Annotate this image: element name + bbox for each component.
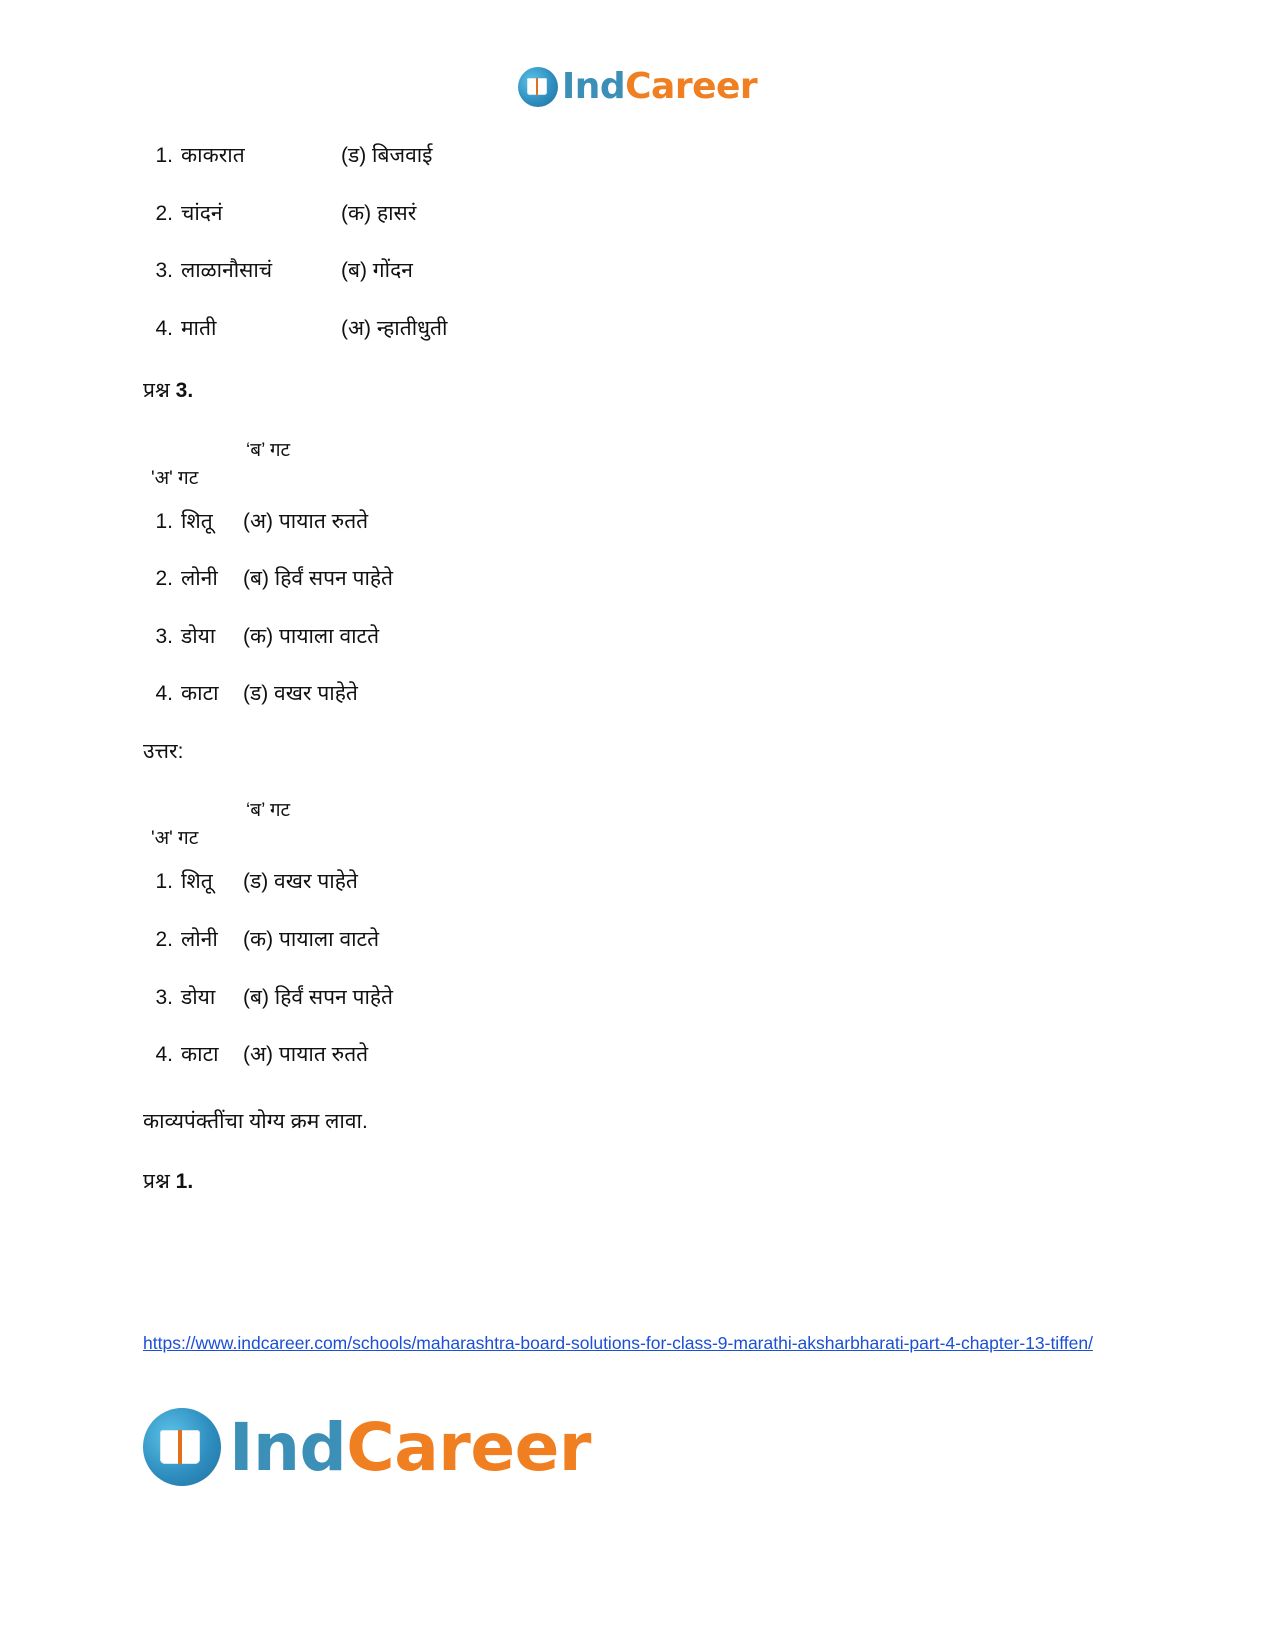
row-col-b: (अ) पायात रुतते — [243, 1043, 369, 1067]
row-col-b: (ड) वखर पाहेते — [243, 870, 358, 894]
row-col-a: लोनी — [181, 928, 218, 952]
question-3-column-headers — [143, 436, 1123, 506]
answer-table — [143, 866, 1123, 1071]
answer-table-top — [143, 140, 1123, 345]
footer-source-url[interactable]: https://www.indcareer.com/schools/maharashtra-board-solutions-for-class-9-marathi-aksharbharati-part-4-chapter-13-tiffen/ — [143, 1333, 1093, 1353]
list-item — [143, 866, 1123, 899]
question-3-number: 3. — [175, 379, 194, 403]
column-header-a: 'अ' गट — [151, 828, 199, 850]
question-3-label: प्रश्न — [143, 379, 176, 403]
question-3-table — [143, 506, 1123, 711]
row-col-a: चांदनं — [181, 201, 223, 225]
row-number: 1. — [155, 509, 173, 533]
list-item — [143, 982, 1123, 1015]
row-col-a: डोया — [181, 624, 216, 648]
answer-column-headers — [143, 796, 1123, 866]
answer-label: उत्तर: — [143, 739, 184, 763]
list-item — [143, 255, 1123, 288]
row-col-a: काटा — [181, 682, 219, 706]
row-col-b: (क) पायाला वाटते — [243, 928, 380, 952]
row-number: 3. — [155, 985, 173, 1009]
row-col-b: (ड) वखर पाहेते — [243, 682, 358, 706]
brand-name-ind: Ind — [561, 66, 626, 107]
instruction-text: काव्यपंक्तींचा योग्य क्रम लावा. — [143, 1109, 368, 1133]
indcareer-logo-icon — [143, 1408, 221, 1486]
question-3-heading — [143, 375, 1123, 408]
row-col-b: (अ) न्हातीधुती — [341, 316, 448, 340]
list-item — [143, 198, 1123, 231]
question-1-label: प्रश्न — [143, 1170, 176, 1194]
list-item — [143, 621, 1123, 654]
row-col-b: (ड) बिजवाई — [341, 144, 433, 167]
question-1-number: 1. — [175, 1170, 194, 1194]
row-number: 4. — [155, 1043, 173, 1067]
row-number: 3. — [155, 624, 173, 648]
brand-name-career: Career — [625, 66, 758, 107]
list-item — [143, 563, 1123, 596]
list-item — [143, 140, 1123, 173]
row-number: 1. — [155, 144, 173, 167]
list-item — [143, 678, 1123, 711]
list-item — [143, 924, 1123, 957]
row-number: 4. — [155, 682, 173, 706]
question-1-heading — [143, 1166, 1123, 1199]
list-item — [143, 313, 1123, 346]
list-item — [143, 506, 1123, 539]
row-col-a: शितू — [181, 870, 213, 894]
brand-wordmark — [229, 1409, 591, 1486]
row-col-a: काटा — [181, 1043, 219, 1067]
row-col-a: लाळानौसाचं — [181, 259, 273, 283]
row-col-a: माती — [181, 316, 217, 340]
list-item — [143, 1039, 1123, 1072]
row-col-b: (ब) हिर्वं सपन पाहेते — [243, 985, 394, 1009]
row-col-b: (क) पायाला वाटते — [243, 624, 380, 648]
indcareer-logo-icon — [518, 67, 558, 107]
column-header-b: ‘ब’ गट — [246, 800, 291, 822]
column-header-b: ‘ब’ गट — [246, 439, 291, 461]
footer-logo — [143, 1408, 591, 1486]
row-number: 2. — [155, 928, 173, 952]
row-number: 4. — [155, 316, 173, 340]
brand-wordmark — [562, 66, 757, 107]
row-col-b: (क) हासरं — [341, 201, 417, 225]
row-col-b: (ब) हिर्वं सपन पाहेते — [243, 567, 394, 591]
row-number: 1. — [155, 870, 173, 894]
header-logo — [0, 66, 1275, 107]
row-col-a: डोया — [181, 985, 216, 1009]
row-number: 3. — [155, 259, 173, 283]
brand-name-ind: Ind — [229, 1408, 347, 1486]
row-col-a: शितू — [181, 509, 213, 533]
row-col-b: (ब) गोंदन — [341, 259, 413, 283]
row-col-a: काकरात — [181, 144, 245, 167]
row-col-a: लोनी — [181, 567, 218, 591]
brand-name-career: Career — [346, 1408, 591, 1486]
row-number: 2. — [155, 567, 173, 591]
row-col-b: (अ) पायात रुतते — [243, 509, 369, 533]
document-content — [143, 140, 1123, 1199]
column-header-a: 'अ' गट — [151, 467, 199, 489]
row-number: 2. — [155, 201, 173, 225]
